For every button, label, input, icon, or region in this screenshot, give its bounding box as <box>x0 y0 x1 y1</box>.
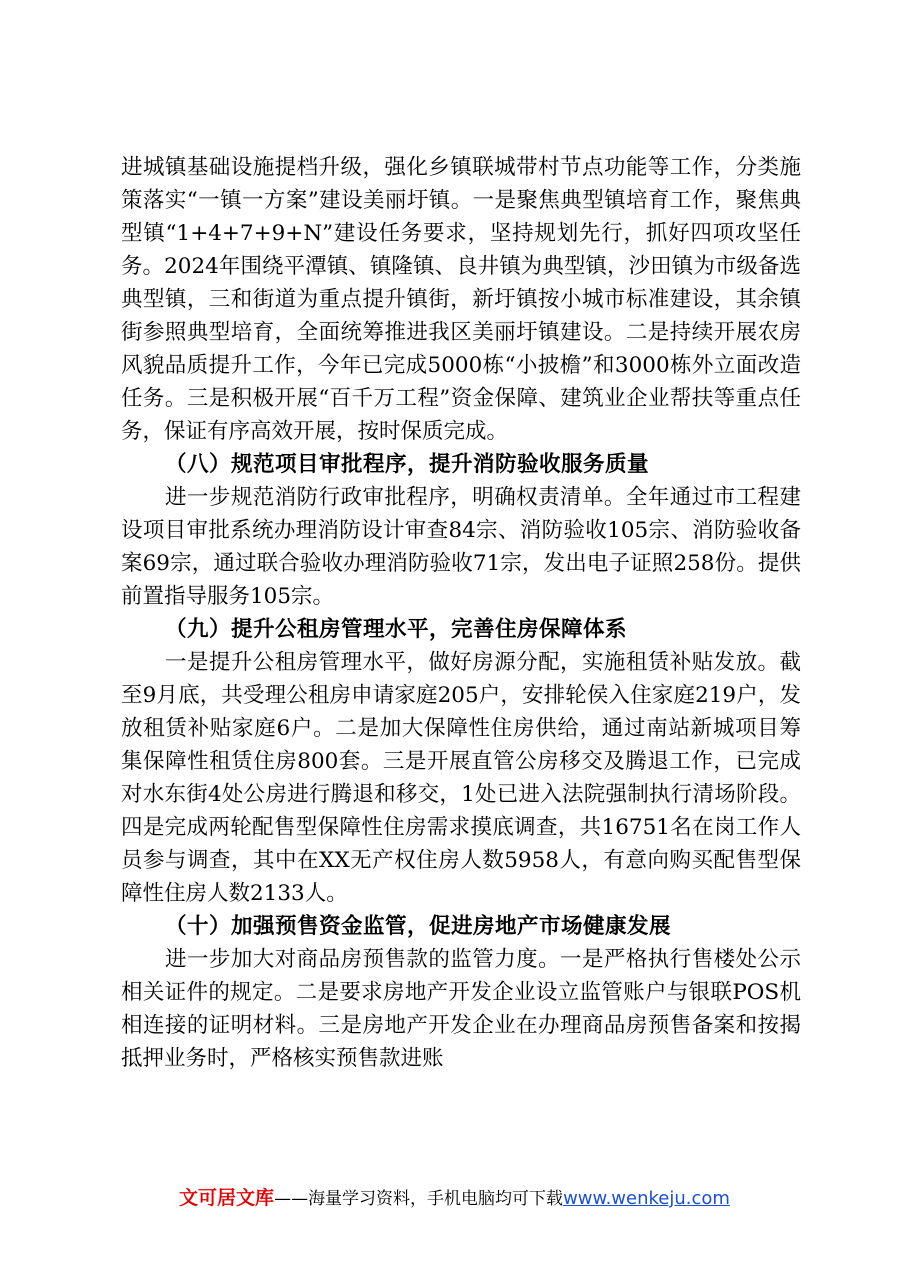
footer-url-link[interactable]: www.wenkeju.com <box>563 1188 730 1209</box>
paragraph-intro: 进城镇基础设施提档升级，强化乡镇联城带村节点功能等工作，分类施策落实“一镇一方案”建设美丽圩镇。一是聚焦典型镇培育工作，聚焦典型镇“1+4+7+9+N”建设任务要求，坚持规划先行，抓好四项攻坚任务。2024年围绕平潭镇、镇隆镇、良井镇为典型镇，沙田镇为市级备选典型镇，三和街道为重点提升镇街，新圩镇按小城市标准建设，其余镇街参照典型培育，全面统筹推进我区美丽圩镇建设。二是持续开展农房风貌品质提升工作，今年已完成5000栋“小披檐”和3000栋外立面改造任务。三是积极开展“百千万工程”资金保障、建筑业企业帮扶等重点任务，保证有序高效开展，按时保质完成。 <box>121 155 801 444</box>
paragraph-fire-approval: 进一步规范消防行政审批程序，明确权责清单。全年通过市工程建设项目审批系统办理消防设计审查84宗、消防验收105宗、消防验收备案69宗，通过联合验收办理消防验收71宗，发出电子证照258份。提供前置指导服务105宗。 <box>121 485 801 609</box>
document-body <box>121 151 801 1075</box>
section-heading-10: （十）加强预售资金监管，促进房地产市场健康发展 <box>165 914 672 939</box>
paragraph-presale-funds: 进一步加大对商品房预售款的监管力度。一是严格执行售楼处公示相关证件的规定。二是要求房地产开发企业设立监管账户与银联POS机相连接的证明材料。三是房地产开发企业在办理商品房预售备案和按揭抵押业务时，严格核实预售款进账 <box>121 947 801 1071</box>
section-heading-8: （八）规范项目审批程序，提升消防验收服务质量 <box>165 452 650 477</box>
footer-tagline: ——海量学习资料，手机电脑均可下载 <box>274 1189 564 1209</box>
paragraph-public-housing: 一是提升公租房管理水平，做好房源分配，实施租赁补贴发放。截至9月底，共受理公租房申请家庭205户，安排轮侯入住家庭219户，发放租赁补贴家庭6户。二是加大保障性住房供给，通过南站新城项目筹集保障性租赁住房800套。三是开展直管公房移交及腾退工作，已完成对水东街4处公房进行腾退和移交，1处已进入法院强制执行清场阶段。四是完成两轮配售型保障性住房需求摸底调查，共16751名在岗工作人员参与调查，其中在XX无产权住房人数5958人，有意向购买配售型保障性住房人数2133人。 <box>121 650 801 906</box>
footer-banner <box>0 1183 909 1210</box>
footer-brand: 文可居文库 <box>179 1187 275 1209</box>
section-heading-9: （九）提升公租房管理水平，完善住房保障体系 <box>165 617 628 642</box>
